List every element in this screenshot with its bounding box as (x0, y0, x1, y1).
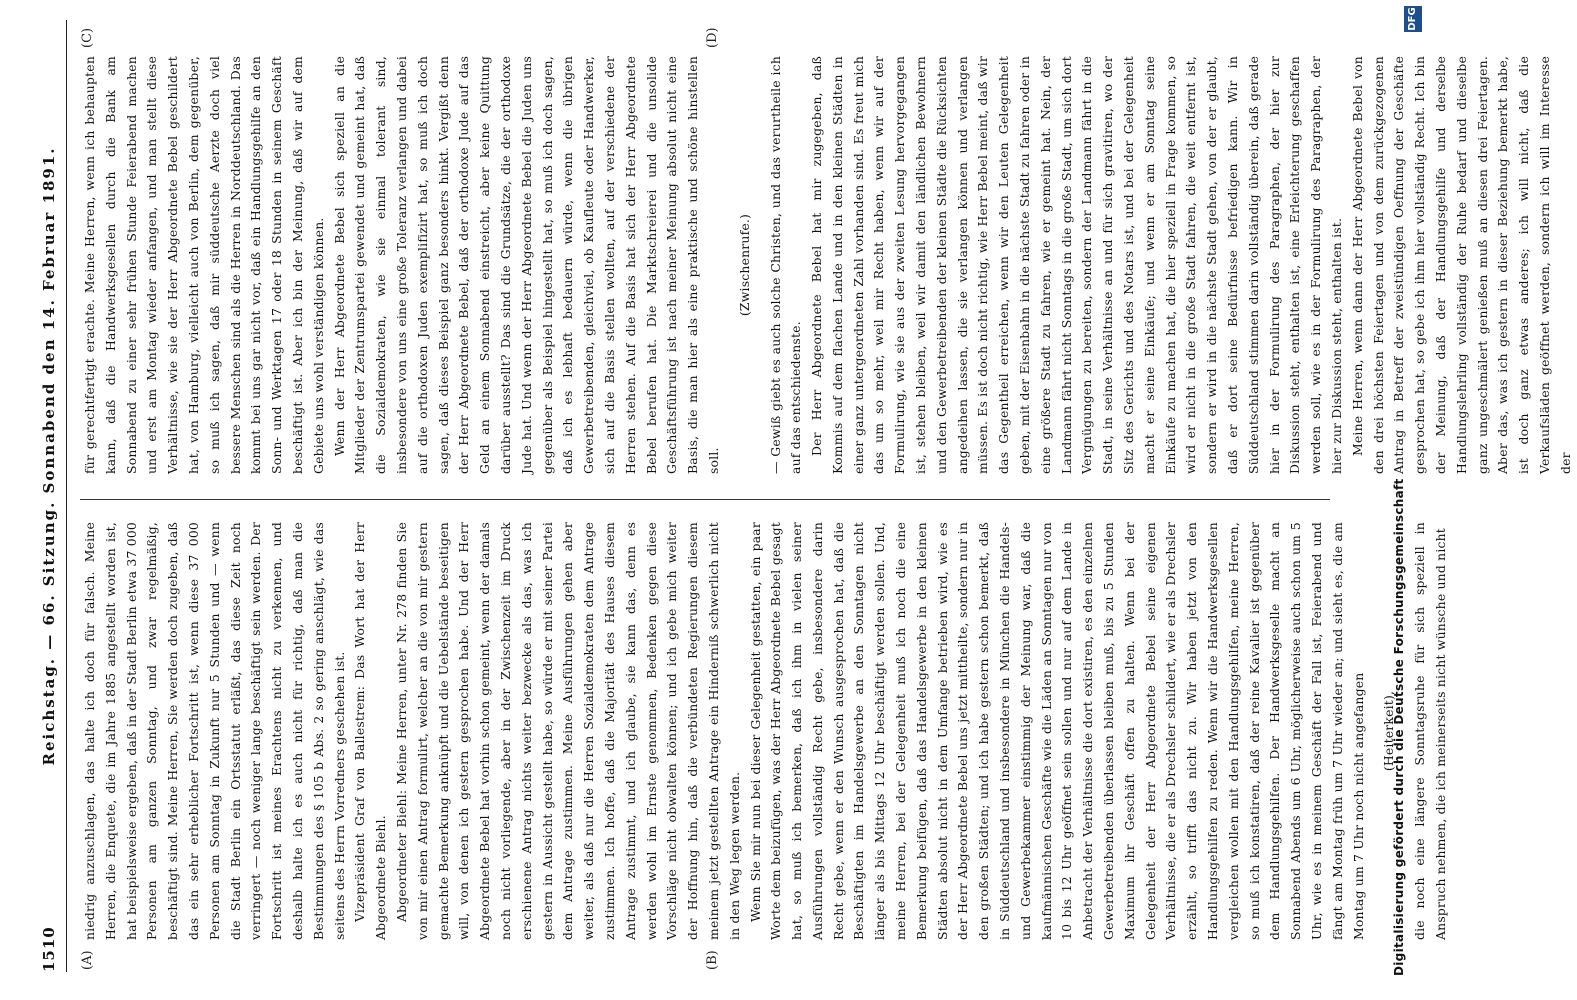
dfg-logo: DFG (1404, 6, 1422, 32)
paragraph: niedrig anzuschlagen, das halte ich doch für falsch. Meine Herren, die Enquete, die im Jahre 1885 angestellt worden ist, hat beispielsweise ergeben, daß in der Stadt Berlin etwa 37 000 Personen am ganzen Sonntag, und zwar regelmäßig, beschäftigt sind. Meine Herren, Sie werden doch zugeben, daß das ein sehr erheblicher Fortschritt ist, wenn diese 37 000 Personen am Sonntag in Zukunft nur 5 Stunden und — wenn die Stadt Berlin ein Ortsstatut erläßt, das diese Zeit noch verringert — noch weniger lange beschäftigt sein werden. Der Fortschritt ist meines Erachtens nicht zu verkennen, und deshalb halte ich es auch nicht für richtig, daß man die Bestimmungen des § 105 b Abs. 2 so gering anschlägt, wie das seitens des Herrn Vorredners geschehen ist. (82, 522, 347, 940)
interjection: (Heiterkeit), (1381, 690, 1397, 772)
paragraph: Wenn der Herr Abgeordnete Bebel sich speziell an die Mitglieder der Zentrumspartei gewendet und gemeint hat, daß die Sozialdemokraten, wie sie einmal tolerant sind, insbesondere von uns eine große Toleranz verlangen und dabei auf die orthodoxen Juden exemplifizirt hat, so muß ich doch sagen, daß dieses Beispiel ganz besonders hinkt. Vergißt denn der Herr Abgeordnete Bebel, daß der orthodoxe Jude auf das Geld an einem Sonnabend einstreicht, aber keine Quittung darüber ausstellt? Das sind die Grundsätze, die der orthodoxe Jude hat. Und wenn der Herr Abgeordnete Bebel die Juden uns gegenüber als Beispiel hingestellt hat, so muß ich doch sagen, daß ich es lebhaft bedauern würde, wenn die übrigen Gewerbetreibenden, gleichviel, ob Kaufleute oder Handwerker, sich auf die Basis stellen wollten, auf der verschiedene der Herren stehen. Auf die Basis hat sich der Herr Abgeordnete Bebel berufen hat. Die Marktschreierei und die unsolide Geschäftsführung ist nach meiner Meinung absolut nicht eine Basis, die man hier als eine praktische und schöne hinstellen soll. (331, 56, 721, 474)
page-number: 1510 (40, 926, 58, 972)
paragraph: Meine Herren, wenn dann der Herr Abgeordnete Bebel von den drei höchsten Feiertagen und von dem zurückgezogenen Antrag in Betreff der zweistündigen Oeffnung der Geschäfte gesprochen hat, so gebe ich ihm hier vollständig Recht. Ich bin der Meinung, daß der Handlungsgehilfe und derselbe Handlungslehrling vollständig der Ruhe bedarf und dieselbe ganz ungeschmälert genießen muß an diesen drei Feiertagen. Aber das, was ich gestern in dieser Beziehung bemerkt habe, ist doch ganz etwas anderes; ich will nicht, daß die Verkaufsläden geöffnet werden, sondern ich will im Interesse der (1349, 56, 1573, 474)
column-divider (80, 499, 1330, 500)
paragraph: Der Herr Abgeordnete Bebel hat mir zugegeben, daß Kommis auf dem flachen Lande und in den kleinen Städten in einer ganz untergeordneten Zahl vorhanden sind. Es freut mich das um so mehr, weil mir Recht haben, wenn wir auf der Formulirung, wie sie aus der zweiten Lesung hervorgegangen ist, stehen bleiben, weil wir damit den ländlichen Bewohnern und den Gewerbetreibenden der kleinen Städte die Rücksichten angedeihen lassen, die sie verlangen können und verlangen müssen. Es ist doch nicht richtig, wie Herr Bebel meint, daß wir das Gegentheil erreichen, wenn wir den Leuten Gelegenheit geben, mit der Eisenbahn in die nächste Stadt zu fahren oder in eine größere Stadt zu fahren, wie er gemeint hat. Nein, der Landmann fährt nicht Sonntags in die große Stadt, um sich dort Vergnügungen zu bereiten, sondern der Landmann fährt in die Stadt, in seine Verhältnisse an und für sich gravitiren, wo der Sitz des Gerichts und des Notars ist, und bei der Gelegenheit macht er seine Einkäufe; und wenn er am Sonntag seine Einkäufe zu machen hat, die hier speziell in Frage kommen, so wird er nicht in die große Stadt fahren, die weit entfernt ist, sondern er wird in die nächste Stadt gehen, von der er glaubt, daß er dort seine Bedürfnisse befriedigen kann. Wir in Süddeutschland stimmen darin vollständig überein, daß gerade hier in der Formulirung des Paragraphen, der hier zur Diskussion steht, enthalten ist, eine Erleichterung geschaffen werden soll, wie es in der Formulirung des Paragraphen, der hier zur Diskussion steht, enthalten ist. (809, 56, 1345, 474)
paragraph: Abgeordneter Biehl: Meine Herren, unter Nr. 278 finden Sie von mir einen Antrag formulirt, welcher an die von mir gestern gemachte Bemerkung anknüpft und die Uebelstände beseitigen will, von denen ich gestern gesprochen habe. Und der Herr Abgeordnete Bebel hat vorhin schon gemeint, wenn der damals noch nicht vorliegende, aber in der Zwischenzeit im Druck erschienene Antrag nichts weiter bezwecke als das, was ich gestern in Aussicht gestellt habe, so würde er mit seiner Partei dem Antrage zustimmen. Meine Ausführungen gehen aber weiter, als daß nur die Herren Sozialdemokraten dem Antrage zustimmen. Ich hoffe, daß die Majorität des Hauses diesem Antrage zustimmt, und ich glaube, sie kann das, denn es werden wohl im Ernste genommen, Bedenken gegen diese Vorschläge nicht obwalten können; und ich gebe mich weiter der Hoffnung hin, daß die verbündeten Regierungen diesem meinem jetzt gestellten Antrage ein Hinderniß schwerlich nicht in den Weg legen werden. (393, 522, 742, 940)
paragraph: Wenn Sie mir nun bei dieser Gelegenheit gestatten, ein paar Worte dem beizufügen, was der Herr Abgeordnete Bebel gesagt hat, so muß ich bemerken, daß ich ihm in vielen seiner Ausführungen vollständig Recht gebe, insbesondere darin Recht gebe, wenn er den Wunsch ausgesprochen hat, daß die Beschäftigten im Handelsgewerbe an den Sonntagen nicht länger als bis Mittags 12 Uhr beschäftigt werden sollen. Und, meine Herren, bei der Gelegenheit muß ich noch die eine Bemerkung beifügen, daß das Handelsgewerbe in den kleinen Städten absolut nicht in dem Umfange betrieben wird, wie es der Herr Abgeordnete Bebel uns jetzt mittheilte, sondern nur in den großen Städten; und ich habe gestern schon bemerkt, daß in Süddeutschland und insbesondere in München die Handels- und Gewerbekammer einstimmig der Meinung war, daß die kaufmännischen Geschäfte wie die Läden an Sonntagen nur von 10 bis 12 Uhr geöffnet sein sollen und nur auf dem Lande in Anbetracht der Verhältnisse die dort existiren, es den einzelnen Gewerbetreibenden überlassen bleiben muß, bis zu 5 Stunden Maximum ihr Geschäft offen zu halten. Wenn bei der Gelegenheit der Herr Abgeordnete Bebel seine eigenen Verhältnisse, die er als Drechsler schildert, wie er als Drechsler erzählt, so trifft das nicht zu. Wir haben jetzt von den Handlungsgehilfen zu reden. Wenn wir die Handwerksgesellen vergleichen wollen mit den Handlungsgehilfen, meine Herren, so muß ich konstatiren, daß der reine Kavalier ist gegenüber dem Handlungsgehilfen. Der Handwerksgeselle macht an Sonnabend Abends um 6 Uhr, möglicherweise auch schon um 5 Uhr, wie es in meinem Geschäft der Fall ist, Feierabend und fängt am Montag früh um 7 Uhr wieder an; und sieht es, die am Montag um 7 Uhr noch nicht angefangen (747, 522, 1366, 940)
paragraph: — Gewiß giebt es auch solche Christen, und das verurtheile ich auf das entschiedenste. (767, 56, 804, 474)
paragraph: für gerechtfertigt erachte. Meine Herren, wenn ich behaupten kann, daß die Handwerksgesellen durch die Bank am Sonnabend zu einer sehr frühen Stunde Feierabend machen und erst am Montag wieder anfangen, und man stellt diese Verhältnisse, wie sie der Herr Abgeordnete Bebel geschildert hat, von Hamburg, vielleicht auch von Berlin, dem gegenüber, so muß ich sagen, daß mir süddeutsche Aerzte doch viel bessere Menschen sind als die Herren in Norddeutschland. Das kommt bei uns gar nicht vor, daß ein Handlungsgehilfe an den Sonn- und Werktagen 17 oder 18 Stunden in seinem Geschäft beschäftigt ist. Aber ich bin der Meinung, daß wir auf dem Gebiete uns wohl verständigen können. (82, 56, 326, 474)
paragraph: die noch eine längere Sonntagsruhe für sich speziell in Anspruch nehmen, die ich meinerseits nicht wünsche und nicht (1412, 522, 1448, 940)
margin-marker-c: (C) (80, 27, 95, 48)
margin-marker-b: (B) (705, 950, 720, 970)
digitization-note: Digitalisierung gefördert durch die Deutsche Forschungsgemeinschaft (1392, 478, 1406, 976)
interjection: (Zwischenrufe.) (736, 213, 752, 317)
running-title: Reichstag. — 66. Sitzung. Sonnabend den 14. Februar 1891. (40, 146, 58, 766)
page-header (36, 20, 67, 972)
right-text-column (80, 56, 1573, 474)
paragraph: Vizepräsident Graf von Ballestrem: Das Wort hat der Herr Abgeordnete Biehl. (352, 522, 389, 940)
margin-marker-d: (D) (705, 27, 720, 48)
margin-marker-a: (A) (80, 950, 95, 970)
